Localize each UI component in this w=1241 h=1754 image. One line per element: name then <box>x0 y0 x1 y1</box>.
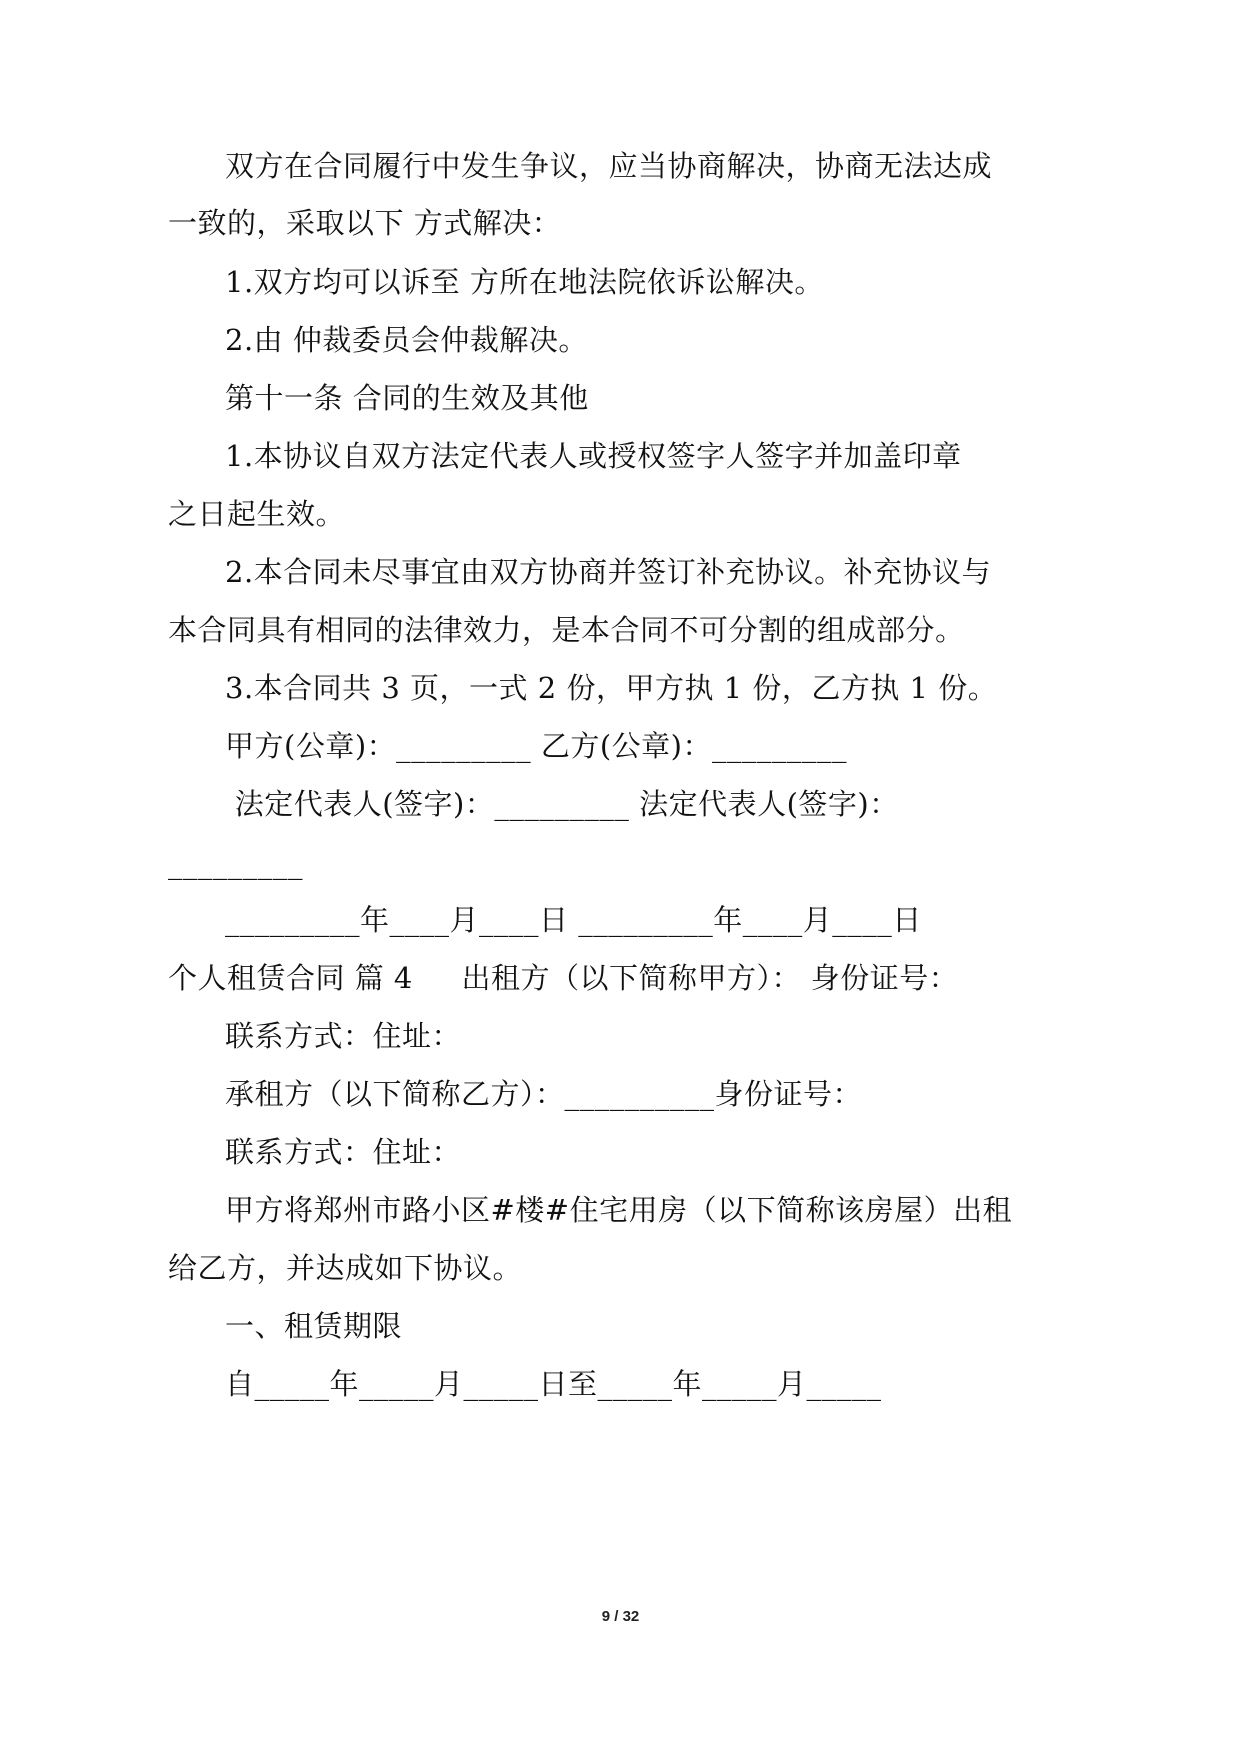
text-line: 自_____年_____月_____日至_____年_____月_____ <box>225 1367 882 1401</box>
text-line: 2.本合同未尽事宜由双方协商并签订补充协议。补充协议与 <box>225 555 992 589</box>
text-line: 甲方将郑州市路小区#楼#住宅用房（以下简称该房屋）出租 <box>225 1193 1013 1227</box>
text-line: 1.本协议自双方法定代表人或授权签字人签字并加盖印章 <box>225 439 962 473</box>
signature-line-representative: 法定代表人(签字)：_________ 法定代表人(签字)： <box>225 787 899 821</box>
text-line: 联系方式：住址： <box>225 1019 462 1053</box>
section-heading: 第十一条 合同的生效及其他 <box>225 381 589 415</box>
text-line: 本合同具有相同的法律效力，是本合同不可分割的组成部分。 <box>168 613 965 647</box>
date-line: _________年____月____日 _________年____月____日 <box>225 903 922 937</box>
text-line: 2.由 仲裁委员会仲裁解决。 <box>225 323 588 357</box>
page-number: 9 / 32 <box>601 1608 640 1625</box>
contract-heading: 个人租赁合同 篇 4 出租方（以下简称甲方）： 身份证号： <box>168 961 959 995</box>
text-line: 一致的，采取以下 方式解决： <box>168 206 562 240</box>
text-line: 之日起生效。 <box>168 497 346 531</box>
text-line: 给乙方，并达成如下协议。 <box>168 1251 523 1285</box>
text-line: 3.本合同共 3 页，一式 2 份，甲方执 1 份，乙方执 1 份。 <box>225 671 998 705</box>
text-line: 双方在合同履行中发生争议，应当协商解决，协商无法达成 <box>225 149 993 183</box>
text-line: 承租方（以下简称乙方）：__________身份证号： <box>225 1077 863 1111</box>
signature-blank: _________ <box>168 846 303 880</box>
signature-line-seal: 甲方(公章)：_________ 乙方(公章)：_________ <box>225 729 847 763</box>
text-line: 1.双方均可以诉至 方所在地法院依诉讼解决。 <box>225 265 824 299</box>
text-line: 联系方式：住址： <box>225 1135 462 1169</box>
section-heading: 一、租赁期限 <box>225 1309 403 1343</box>
